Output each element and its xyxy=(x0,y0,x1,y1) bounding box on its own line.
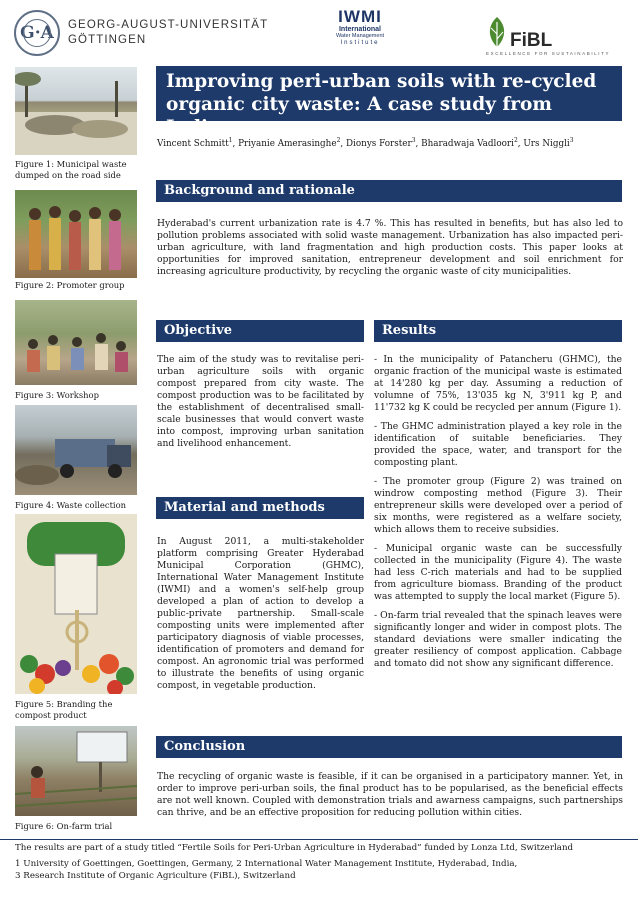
author-affiliation: 2 xyxy=(336,137,341,144)
methods-text: In August 2011, a multi-stakeholder platform comprising Greater Hyderabad Municipal Corporation (GHMC), International Water Management Institute (IWMI) and a women's self-help group developed a plan of action to develop a public-private partnership. Small-scale composting units were implemented after participatory diagnosis of viable processes, identification of promoters and demand for compost. An agronomic trial was performed to illustrate the benefits of using organic compost, in vegetable production. xyxy=(157,536,364,691)
fibl-leaf-icon xyxy=(486,16,508,48)
author-list: Vincent Schmitt$^1$, Priyanie Amerasinghe$^2$, Dionys Forster$^3$, Bharadwaja Vadloori$^2$, Urs Niggli$^3$ xyxy=(157,137,574,149)
figure-2-photo xyxy=(15,190,137,278)
poster-title: Improving peri-urban soils with re-cycled organic city waste: A case study from India xyxy=(166,71,597,138)
figure-5-caption: Figure 5: Branding the compost product xyxy=(15,699,113,720)
objective-text: The aim of the study was to revitalise peri-urban agriculture soils with organic compost prepared from city waste. The compost production was to be facilitated by the establishment of decentralised small-scale businesses that would convert waste into compost, improving urban sanitation and livelihood enhancement. xyxy=(157,354,364,449)
results-paragraph: - The promoter group (Figure 2) was trained on windrow composting method (Figure 3). Their entrepreneur skills were developed over a period of six months, were registered as a welfare society, which allows them to receive subsidies. xyxy=(374,476,622,535)
figure-1-photo xyxy=(15,67,137,155)
figure-3-photo xyxy=(15,300,137,385)
section-heading-objective: Objective xyxy=(156,320,364,342)
figure-1-caption: Figure 1: Municipal waste dumped on the road side xyxy=(15,159,127,180)
figure-5-photo xyxy=(15,514,137,694)
funding-note: The results are part of a study titled “Fertile Soils for Peri-Urban Agriculture in Hyderabad” funded by Lonza Ltd, Switzerland xyxy=(15,843,574,853)
section-heading-results: Results xyxy=(374,320,622,342)
figure-3-caption: Figure 3: Workshop xyxy=(15,390,99,400)
section-heading-background: Background and rationale xyxy=(156,180,622,202)
author-name: Bharadwaja Vadloori xyxy=(421,138,514,149)
university-name: GEORG-AUGUST-UNIVERSITÄT GÖTTINGEN xyxy=(68,19,269,46)
results-paragraph: - The GHMC administration played a key role in the identification of suitable beneficiaries. They provided the space, water, and transport for the composting plant. xyxy=(374,421,622,468)
poster-title-bar xyxy=(156,66,622,138)
figure-6-photo xyxy=(15,726,137,816)
author-name: Priyanie Amerasinghe xyxy=(238,138,337,149)
results-paragraph: - In the municipality of Patancheru (GHMC), the organic fraction of the municipal waste is estimated at 14'280 kg per day. Assuming a reduction of volumne of 75%, 13'035 kg N, 3'911 kg P, and 11'732 kg K could be recycled per annum (Figure 1). xyxy=(374,354,622,413)
figure-6-caption: Figure 6: On-farm trial xyxy=(15,821,113,831)
author-name: Urs Niggli xyxy=(523,138,570,149)
author-affiliation: 1 xyxy=(228,137,233,144)
iwmi-logo-icon: IWMI International Water Management Institute xyxy=(335,7,385,46)
author-affiliation: 2 xyxy=(513,137,518,144)
conclusion-text: The recycling of organic waste is feasible, if it can be organised in a participatory manner. Yet, in order to improve peri-urban soils, the final product has to be popularised, as the beneficial effects are not well known. Coupled with demonstration trials and awarness campaigns, such partnerships can thrive, and be an effective proposition for reducing pollution within cities. xyxy=(157,771,623,818)
figure-2-caption: Figure 2: Promoter group xyxy=(15,280,125,290)
fibl-logo: FiBL EXCELLENCE FOR SUSTAINABILITY xyxy=(486,14,616,54)
author-affiliation: 3 xyxy=(411,137,416,144)
section-heading-methods: Material and methods xyxy=(156,497,364,519)
section-heading-conclusion: Conclusion xyxy=(156,736,622,758)
figure-4-photo xyxy=(15,405,137,495)
results-text xyxy=(374,354,622,677)
author-affiliation: 3 xyxy=(569,137,574,144)
results-paragraph: - Municipal organic waste can be successfully collected in the municipality (Figure 4). The waste had less C-rich materials and had to be supplied from agriculture biomass. Branding of the product was attempted to supply the local market (Figure 5). xyxy=(374,543,622,602)
university-seal-icon: G·A xyxy=(14,10,60,56)
footer-divider xyxy=(0,839,638,840)
university-logo xyxy=(14,10,268,56)
figure-4-caption: Figure 4: Waste collection xyxy=(15,500,127,510)
author-name: Dionys Forster xyxy=(345,138,412,149)
affiliations: 1 University of Goettingen, Goettingen, Germany, 2 International Water Management Institute, Hyderabad, India, 3 Research Institute of Organic Agriculture (FiBL), Switzerland xyxy=(15,859,518,881)
background-text: Hyderabad's current urbanization rate is 4.7 %. This has resulted in benefits, but has also led to pollution problems associated with solid waste management. Urbanization has also impacted peri-urban agriculture, with land fragmentation and high production costs. This paper looks at opportunities for improved sanitation, entrepreneur development and soil enrichment for increasing agriculture productivity, by recycling the organic waste of city municipalities. xyxy=(157,218,623,277)
results-paragraph: - On-farm trial revealed that the spinach leaves were significantly longer and wider in compost plots. The standard deviations were smaller indicating the greater resiliency of compost application. Cabbage and tomato did not show any significant difference. xyxy=(374,610,622,669)
author-name: Vincent Schmitt xyxy=(157,138,229,149)
